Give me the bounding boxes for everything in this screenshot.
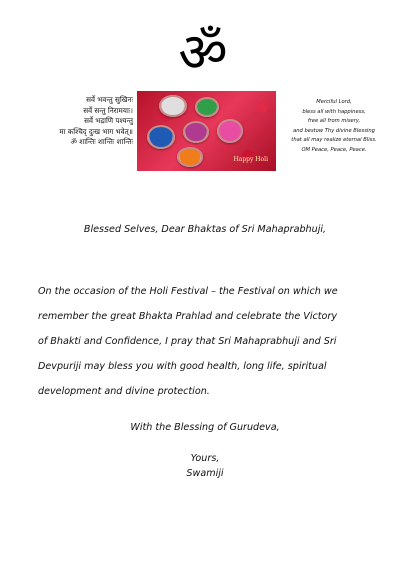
paragraph-line: On the occasion of the Holi Festival – the Festival on which we	[38, 286, 338, 297]
holi-colors-photo	[137, 91, 276, 171]
english-line: free all from misery,	[307, 118, 361, 125]
sanskrit-line: मा कश्चिद् दुःख भाग भवेत्॥	[59, 126, 133, 136]
letter-blessing: With the Blessing of Gurudeva,	[130, 422, 280, 433]
powder-bowl	[217, 119, 243, 143]
letter-signature: Swamiji	[186, 468, 224, 479]
paragraph-line: of Bhakti and Confidence, I pray that Sri Mahaprabhuji and Sri	[38, 336, 337, 347]
powder-bowl	[159, 95, 187, 117]
letter-paragraph	[38, 279, 378, 404]
powder-bowl	[183, 121, 209, 143]
english-verse	[278, 98, 390, 156]
powder-bowl	[147, 125, 175, 149]
paragraph-line: Devpuriji may bless you with good health, long life, spiritual	[38, 361, 327, 372]
paragraph-line: development and divine protection.	[38, 386, 210, 397]
english-line: bless all with happiness,	[302, 108, 366, 115]
paragraph-line: remember the great Bhakta Prahlad and celebrate the Victory	[38, 311, 338, 322]
powder-bowl	[195, 97, 219, 117]
sanskrit-line: सर्वे सन्तु निरामयाः।	[83, 105, 133, 115]
sanskrit-line: सर्वे भद्राणि पश्यन्तु	[84, 116, 133, 125]
letter-greeting: Blessed Selves, Dear Bhaktas of Sri Mahaprabhuji,	[83, 224, 327, 235]
happy-holi-caption: Happy Holi	[233, 156, 268, 163]
sanskrit-verse	[18, 95, 133, 148]
english-line: OM Peace, Peace, Peace.	[301, 146, 367, 153]
english-line: that all may realize eternal Bliss.	[291, 137, 377, 144]
om-symbol: ॐ	[178, 21, 228, 84]
english-line: Merciful Lord,	[316, 99, 352, 105]
powder-bowl	[177, 147, 203, 167]
english-line: and bestow Thy divine Blessing	[293, 127, 375, 134]
letter-closing: Yours,	[190, 453, 220, 464]
sanskrit-line: सर्वे भवन्तु सुखिनः	[86, 95, 133, 104]
letter-closing-block	[0, 451, 410, 481]
sanskrit-line: ॐ शान्तिः शान्तिः शान्तिः	[70, 137, 133, 146]
